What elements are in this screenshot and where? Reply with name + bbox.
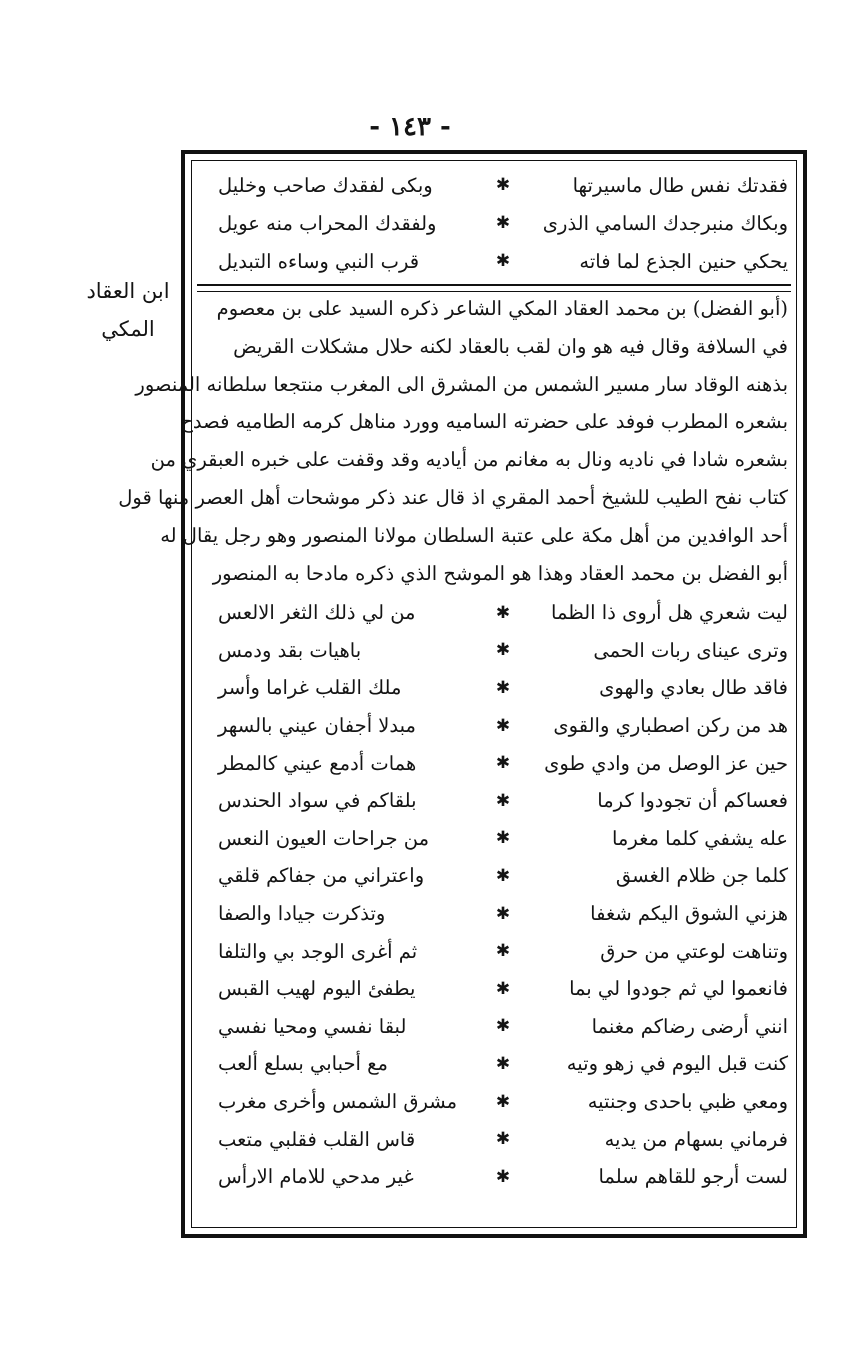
prose-line: بشعره شادا في ناديه ونال به مغانم من أياديه وقد وقفت على خبره العبقري من — [150, 448, 788, 472]
verse-separator-star: ✱ — [495, 251, 511, 271]
verse-second-hemistich: من جراحات العيون النعس — [218, 826, 430, 850]
verse-second-hemistich: همات أدمع عيني كالمطر — [218, 751, 417, 775]
verse-second-hemistich: وبكى لفقدك صاحب وخليل — [218, 173, 433, 197]
verse-first-hemistich: لست أرجو للقاهم سلما — [598, 1165, 788, 1189]
verse-first-hemistich: ليت شعري هل أروى ذا الظما — [551, 601, 788, 625]
verse-second-hemistich: ثم أغرى الوجد بي والتلفا — [218, 939, 418, 963]
verse-first-hemistich: وبكاك منبرجدك السامي الذرى — [542, 211, 788, 235]
verse-row — [200, 1008, 788, 1046]
verse-second-hemistich: ولفقدك المحراب منه عويل — [218, 211, 437, 235]
verse-second-hemistich: وتذكرت جيادا والصفا — [218, 902, 386, 926]
verse-first-hemistich: انني أرضى رضاكم مغنما — [591, 1014, 788, 1038]
verse-second-hemistich: باهيات بقد ودمس — [218, 638, 362, 662]
verse-separator-star: ✱ — [495, 865, 511, 886]
verse-second-hemistich: من لي ذلك الثغر الالعس — [218, 601, 416, 625]
prose-line: أحد الوافدين من أهل مكة على عتبة السلطان مولانا المنصور وهو رجل يقال له — [160, 523, 788, 547]
verse-first-hemistich: عله يشفي كلما مغرما — [611, 826, 788, 850]
verse-second-hemistich: قاس القلب فقلبي متعب — [218, 1127, 416, 1151]
top-verses — [200, 166, 788, 280]
prose-line: كتاب نفح الطيب للشيخ أحمد المقري اذ قال عند ذكر موشحات أهل العصر منها قول — [118, 485, 788, 509]
verse-separator-star: ✱ — [495, 941, 511, 962]
verse-row — [200, 707, 788, 745]
verse-first-hemistich: هد من ركن اصطباري والقوى — [553, 714, 788, 738]
verse-second-hemistich: لبقا نفسي ومحيا نفسي — [218, 1014, 407, 1038]
verse-row — [200, 932, 788, 970]
verse-separator-star: ✱ — [495, 640, 511, 661]
verse-separator-star: ✱ — [495, 1091, 511, 1112]
prose-line: بذهنه الوقاد سار مسير الشمس من المشرق الى المغرب منتجعا سلطانه المنصور — [135, 372, 788, 396]
verse-row — [200, 632, 788, 670]
verse-first-hemistich: فاقد طال بعادي والهوى — [599, 676, 788, 700]
verse-row — [200, 744, 788, 782]
verse-second-hemistich: ملك القلب غراما وأسر — [218, 676, 402, 700]
verse-first-hemistich: فرماني بسهام من يديه — [604, 1127, 788, 1151]
verse-second-hemistich: مع أحبابي بسلع ألعب — [218, 1052, 388, 1076]
verse-separator-star: ✱ — [495, 1166, 511, 1187]
verse-first-hemistich: كنت قبل اليوم في زهو وتيه — [566, 1052, 788, 1076]
verse-second-hemistich: يطفئ اليوم لهيب القبس — [218, 977, 416, 1001]
verse-separator-star: ✱ — [495, 1053, 511, 1074]
verse-second-hemistich: غير مدحي للامام الارأس — [218, 1165, 414, 1189]
verse-separator-star: ✱ — [495, 828, 511, 849]
prose-line: في السلافة وقال فيه هو وان لقب بالعقاد لكنه حلال مشكلات القريض — [233, 334, 788, 358]
verse-row — [200, 1158, 788, 1196]
muwashshah-poem — [200, 594, 788, 1196]
verse-second-hemistich: مبدلا أجفان عيني بالسهر — [218, 714, 416, 738]
verse-first-hemistich: ومعي ظبي باحدى وجنتيه — [587, 1090, 788, 1114]
verse-row — [200, 1083, 788, 1121]
verse-separator-star: ✱ — [495, 790, 511, 811]
verse-first-hemistich: فانعموا لي ثم جودوا لي بما — [569, 977, 788, 1001]
verse-second-hemistich: بلقاكم في سواد الحندس — [218, 789, 417, 813]
margin-note — [78, 272, 178, 348]
verse-separator-star: ✱ — [495, 677, 511, 698]
prose-line: (أبو الفضل) بن محمد العقاد المكي الشاعر ذكره السيد على بن معصوم — [216, 297, 788, 320]
verse-separator-star: ✱ — [495, 978, 511, 999]
verse-second-hemistich: قرب النبي وساءه التبديل — [218, 249, 420, 273]
verse-first-hemistich: فقدتك نفس طال ماسيرتها — [572, 173, 788, 197]
verse-row — [200, 594, 788, 632]
verse-row — [200, 669, 788, 707]
margin-note-line: ابن العقاد — [86, 279, 170, 303]
verse-row — [200, 166, 788, 204]
verse-separator-star: ✱ — [495, 753, 511, 774]
verse-first-hemistich: فعساكم أن تجودوا كرما — [597, 789, 788, 813]
prose-line: بشعره المطرب فوفد على حضرته الساميه وورد مناهل كرمه الطاميه فصدح — [180, 410, 788, 434]
verse-separator-star: ✱ — [495, 1129, 511, 1150]
verse-separator-star: ✱ — [495, 903, 511, 924]
verse-separator-star: ✱ — [495, 175, 511, 195]
verse-row — [200, 857, 788, 895]
verse-first-hemistich: هزني الشوق اليكم شغفا — [590, 902, 788, 926]
verse-row — [200, 970, 788, 1008]
margin-note-line: المكي — [101, 317, 155, 341]
verse-row — [200, 204, 788, 242]
verse-first-hemistich: يحكي حنين الجذع لما فاته — [579, 249, 788, 273]
verse-separator-star: ✱ — [495, 602, 511, 623]
verse-second-hemistich: واعتراني من جفاكم قلقي — [218, 864, 425, 888]
page-number: - ١٤٣ - — [369, 112, 451, 142]
verse-separator-star: ✱ — [495, 1016, 511, 1037]
verse-first-hemistich: حين عز الوصل من وادي طوى — [544, 751, 788, 775]
verse-second-hemistich: مشرق الشمس وأخرى مغرب — [218, 1090, 458, 1114]
verse-row — [200, 820, 788, 858]
verse-row — [200, 782, 788, 820]
verse-row — [200, 1045, 788, 1083]
verse-separator-star: ✱ — [495, 213, 511, 233]
verse-row — [200, 1120, 788, 1158]
biography-prose — [118, 290, 788, 592]
verse-first-hemistich: وتناهت لوعتي من حرق — [600, 939, 788, 963]
verse-separator-star: ✱ — [495, 715, 511, 736]
verse-first-hemistich: وترى عيناى ربات الحمى — [593, 638, 788, 662]
verse-row — [200, 242, 788, 280]
prose-line: أبو الفضل بن محمد العقاد وهذا هو الموشح الذي ذكره مادحا به المنصور — [212, 561, 788, 585]
verse-row — [200, 895, 788, 933]
verse-first-hemistich: كلما جن ظلام الغسق — [615, 864, 788, 888]
